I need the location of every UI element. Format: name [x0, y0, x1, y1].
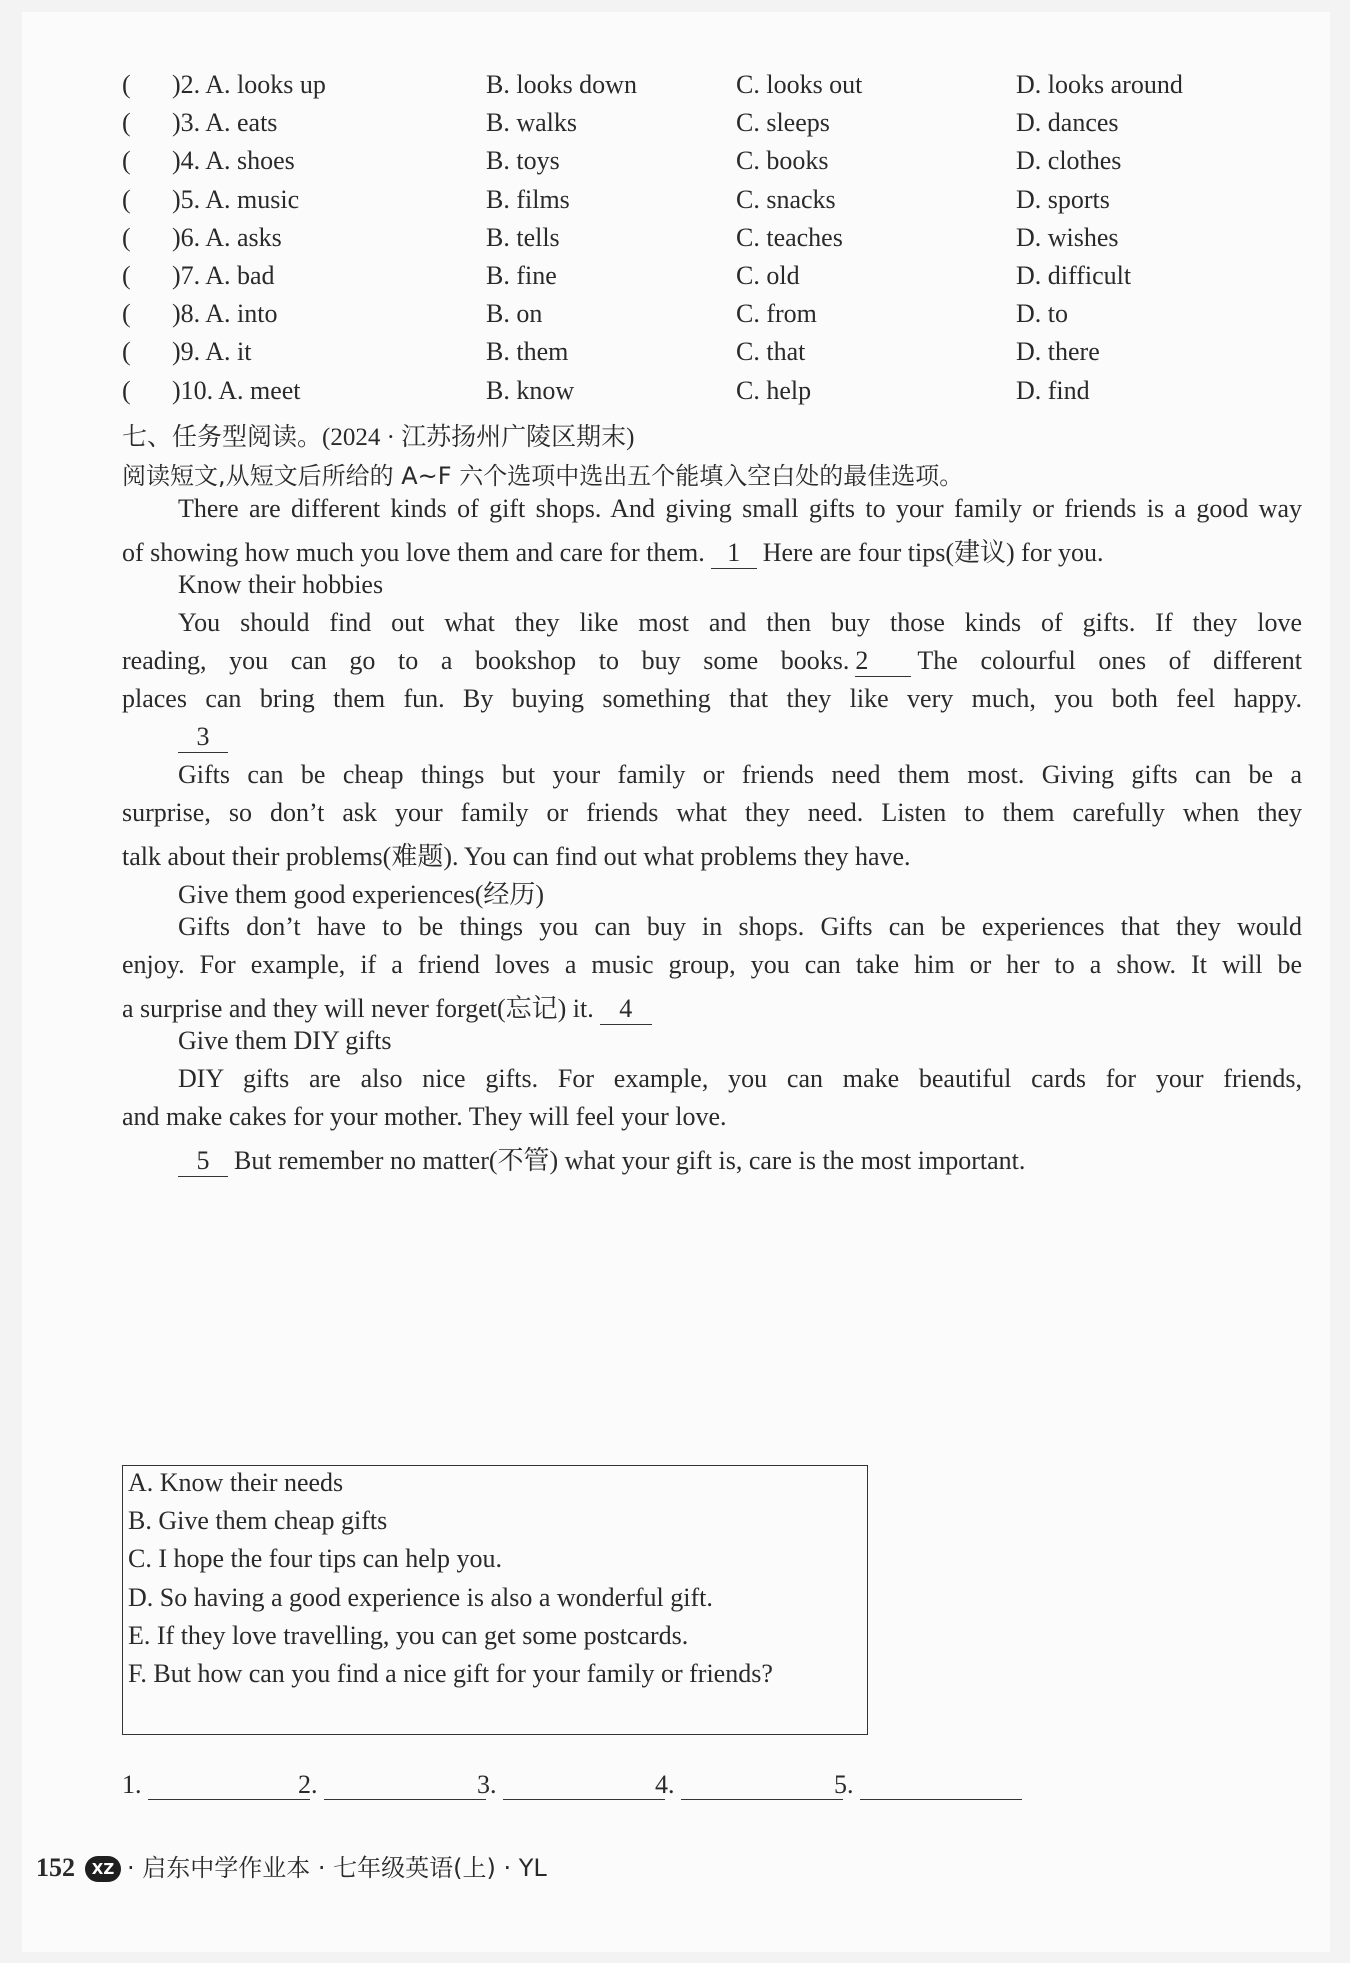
- passage-line: Gifts can be cheap things but your family or friends need them most. Giving gifts can be a: [178, 760, 1302, 789]
- passage-subheading: Know their hobbies: [178, 570, 384, 599]
- blank-4[interactable]: 4: [600, 996, 652, 1025]
- blank-5[interactable]: 5: [178, 1148, 228, 1177]
- section-heading: [122, 417, 635, 453]
- answer-paren[interactable]: (: [122, 70, 131, 99]
- answer-input-line[interactable]: [148, 1773, 310, 1800]
- option-item: C. I hope the four tips can help you.: [128, 1544, 503, 1574]
- option-a: )7. A. bad: [172, 261, 275, 290]
- answer-paren[interactable]: (: [122, 146, 131, 176]
- answer-paren[interactable]: (: [122, 222, 131, 252]
- answer-input-line[interactable]: [681, 1773, 843, 1800]
- answer-paren[interactable]: (: [122, 261, 131, 290]
- option-item: B. Give them cheap gifts: [128, 1506, 388, 1536]
- option-b: B. looks down: [486, 70, 637, 99]
- option-item: D. So having a good experience is also a wonderful gift.: [128, 1582, 713, 1612]
- passage-line: surprise, so don’t ask your family or friends what they need. Listen to them carefully when they: [122, 798, 1302, 827]
- option-a: )3. A. eats: [172, 108, 278, 138]
- option-d: D. there: [1016, 337, 1100, 367]
- option-d: D. sports: [1016, 184, 1110, 214]
- answer-paren[interactable]: (: [122, 337, 131, 367]
- answer-number: 4.: [655, 1770, 675, 1799]
- answer-slot: [122, 1770, 310, 1800]
- option-a: )6. A. asks: [172, 222, 282, 252]
- option-d: D. wishes: [1016, 222, 1119, 252]
- answer-number: 3.: [477, 1770, 497, 1799]
- passage-line: 5 But remember no matter(不管) what your gift is, care is the most important.: [178, 1140, 1302, 1177]
- passage-subheading: Give them DIY gifts: [178, 1026, 392, 1055]
- option-c: C. sleeps: [736, 108, 830, 138]
- option-b: B. know: [486, 375, 575, 405]
- page-number: 152: [36, 1853, 75, 1882]
- book-title: · 启东中学作业本 · 七年级英语(上) · YL: [127, 1854, 547, 1882]
- answer-input-line[interactable]: [860, 1773, 1022, 1800]
- worksheet-page: [22, 12, 1330, 1952]
- answer-slot: [477, 1770, 665, 1800]
- blank-2[interactable]: 2: [855, 648, 911, 677]
- option-b: B. tells: [486, 222, 560, 252]
- passage-line: places can bring them fun. By buying something that they like very much, you both feel happy.: [122, 684, 1302, 713]
- option-a: )5. A. music: [172, 184, 300, 214]
- option-d: D. difficult: [1016, 261, 1132, 290]
- answer-slot: [834, 1770, 1022, 1800]
- option-b: B. on: [486, 299, 543, 329]
- option-a: )9. A. it: [172, 337, 252, 367]
- passage-line: reading, you can go to a bookshop to buy some books. 2 The colourful ones of different: [122, 646, 1303, 675]
- option-b: B. walks: [486, 108, 577, 138]
- option-b: B. fine: [486, 261, 557, 290]
- option-c: C. that: [736, 337, 806, 367]
- answer-slot: [655, 1770, 843, 1800]
- option-a: )8. A. into: [172, 299, 278, 329]
- answer-paren[interactable]: (: [122, 299, 131, 329]
- option-b: B. them: [486, 337, 569, 367]
- option-c: C. snacks: [736, 184, 836, 214]
- answer-number: 2.: [298, 1770, 318, 1799]
- option-c: C. old: [736, 261, 800, 290]
- section-instruction: 阅读短文,从短文后所给的 A~F 六个选项中选出五个能填入空白处的最佳选项。: [122, 462, 964, 490]
- passage-line: enjoy. For example, if a friend loves a music group, you can take him or her to a show. It will be: [122, 950, 1302, 979]
- answer-paren[interactable]: (: [122, 108, 131, 138]
- option-a: )4. A. shoes: [172, 146, 295, 176]
- option-c: C. looks out: [736, 70, 863, 99]
- option-d: D. clothes: [1016, 146, 1122, 176]
- option-item: A. Know their needs: [128, 1468, 344, 1497]
- option-c: C. help: [736, 375, 812, 405]
- option-d: D. find: [1016, 375, 1090, 405]
- passage-line: of showing how much you love them and care for them. 1 Here are four tips(建议) for you.: [122, 538, 1104, 567]
- answer-paren[interactable]: (: [122, 375, 131, 405]
- option-d: D. dances: [1016, 108, 1119, 138]
- passage-line: talk about their problems(难题). You can find out what problems they have.: [122, 842, 911, 871]
- passage-subheading: Give them good experiences(经历): [178, 880, 545, 909]
- answer-slot: [298, 1770, 486, 1800]
- blank-3[interactable]: 3: [178, 724, 228, 753]
- option-a: )2. A. looks up: [172, 70, 326, 99]
- option-c: C. from: [736, 299, 817, 329]
- option-d: D. looks around: [1016, 70, 1183, 99]
- answer-input-line[interactable]: [503, 1773, 665, 1800]
- passage-line: and make cakes for your mother. They will feel your love.: [122, 1102, 727, 1131]
- answer-input-line[interactable]: [324, 1773, 486, 1800]
- section-source: (2024 · 江苏扬州广陵区期末): [322, 424, 635, 451]
- blank-1[interactable]: 1: [711, 540, 757, 569]
- section-title: 七、任务型阅读。: [122, 422, 323, 451]
- option-b: B. toys: [486, 146, 560, 176]
- option-d: D. to: [1016, 299, 1068, 329]
- passage-line: You should find out what they like most and then buy those kinds of gifts. If they love: [178, 608, 1302, 637]
- option-a: )10. A. meet: [172, 375, 301, 405]
- answer-number: 5.: [834, 1770, 854, 1799]
- answer-paren[interactable]: (: [122, 184, 131, 214]
- answer-number: 1.: [122, 1770, 142, 1799]
- page-footer: [36, 1848, 547, 1883]
- passage-line: There are different kinds of gift shops. And giving small gifts to your family or friends is a good way: [178, 494, 1302, 523]
- option-b: B. films: [486, 184, 570, 214]
- passage-line: DIY gifts are also nice gifts. For example, you can make beautiful cards for your friends,: [178, 1064, 1302, 1093]
- option-c: C. teaches: [736, 222, 843, 252]
- publisher-logo: XZ: [85, 1856, 121, 1882]
- option-c: C. books: [736, 146, 829, 176]
- option-item: E. If they love travelling, you can get some postcards.: [128, 1620, 689, 1650]
- option-item: F. But how can you find a nice gift for your family or friends?: [128, 1659, 773, 1688]
- passage-line: a surprise and they will never forget(忘记) it. 4: [122, 988, 1302, 1025]
- passage-line: [178, 722, 1302, 753]
- passage-line: Gifts don’t have to be things you can buy in shops. Gifts can be experiences that they would: [178, 912, 1302, 941]
